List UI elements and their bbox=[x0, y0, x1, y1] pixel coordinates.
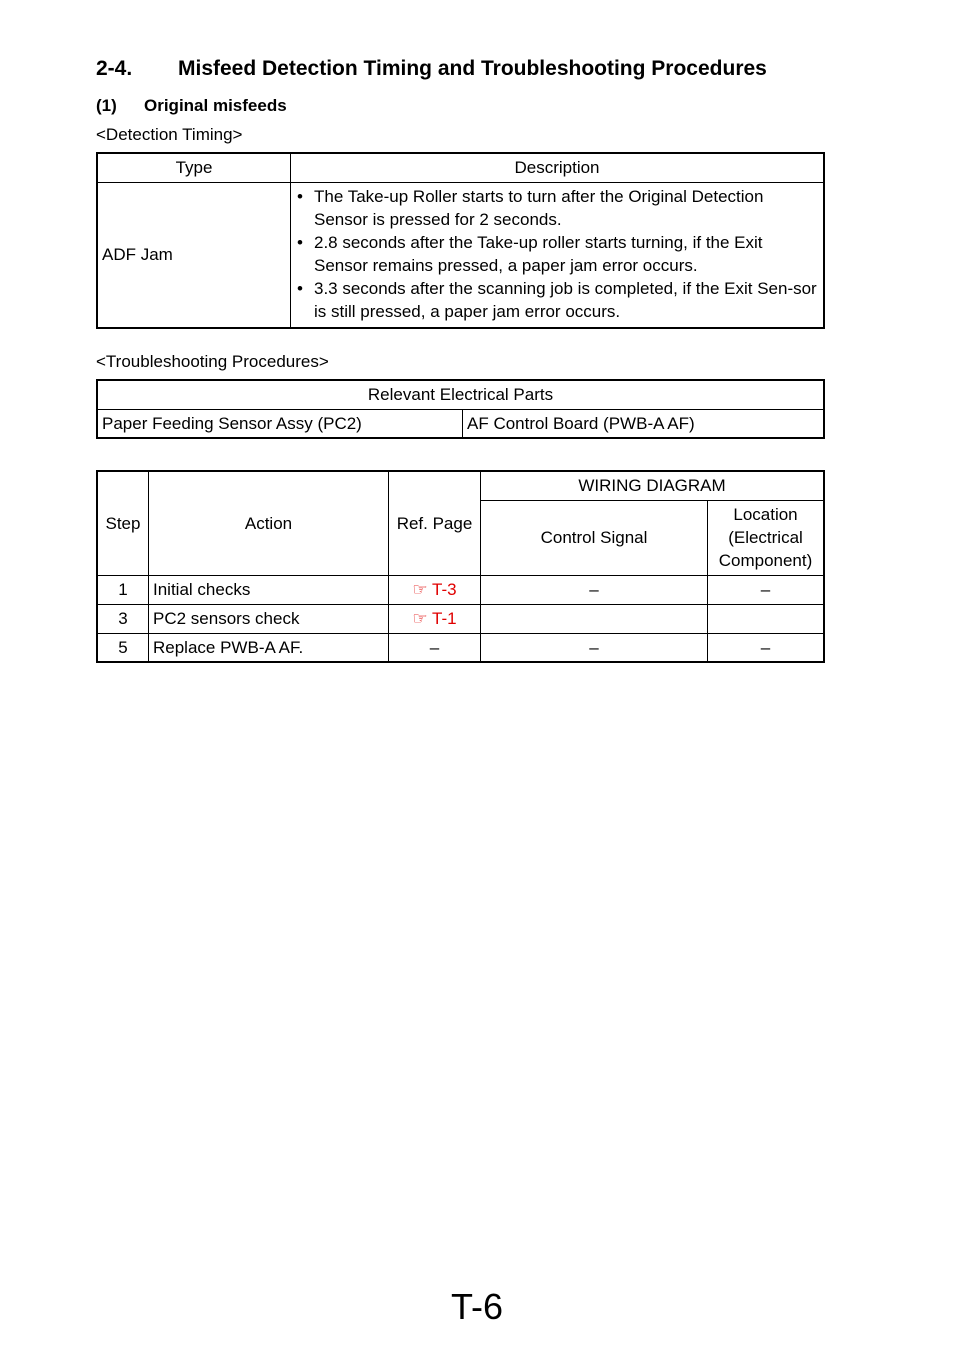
section-heading bbox=[96, 57, 767, 81]
control-signal-cell: – bbox=[481, 575, 708, 604]
subsection-number: (1) bbox=[96, 96, 117, 115]
list-item: • 2.8 seconds after the Take-up roller starts turning, if the Exit Sensor remains pressed, a paper jam error occurs. bbox=[295, 231, 821, 277]
relevant-parts-header: Relevant Electrical Parts bbox=[97, 380, 824, 409]
troubleshooting-label: <Troubleshooting Procedures> bbox=[96, 352, 329, 371]
list-item: • The Take-up Roller starts to turn after the Original Detection Sensor is pressed for 2 seconds. bbox=[295, 185, 821, 231]
table-row bbox=[97, 409, 824, 438]
ref-page-cell: – bbox=[389, 633, 481, 662]
action-header: Action bbox=[149, 471, 389, 575]
subsection-title: Original misfeeds bbox=[144, 96, 287, 115]
table-row bbox=[97, 575, 824, 604]
location-cell: – bbox=[708, 633, 825, 662]
detection-timing-table bbox=[96, 152, 825, 329]
table-row bbox=[97, 182, 824, 328]
table-header-row bbox=[97, 380, 824, 409]
ref-page-cell bbox=[389, 575, 481, 604]
action-cell: PC2 sensors check bbox=[149, 604, 389, 633]
electrical-parts-table bbox=[96, 379, 825, 439]
description-header: Description bbox=[291, 153, 825, 182]
description-cell bbox=[291, 182, 825, 328]
type-header: Type bbox=[97, 153, 291, 182]
section-title: Misfeed Detection Timing and Troubleshooting Procedures bbox=[178, 57, 767, 80]
table-header-row bbox=[97, 153, 824, 182]
location-cell bbox=[708, 604, 825, 633]
description-list bbox=[295, 185, 821, 323]
location-header: Location (Electrical Component) bbox=[708, 500, 825, 575]
step-cell: 1 bbox=[97, 575, 149, 604]
wiring-diagram-header: WIRING DIAGRAM bbox=[481, 471, 825, 500]
control-signal-header: Control Signal bbox=[481, 500, 708, 575]
ref-page-link[interactable]: ☞ T-1 bbox=[412, 609, 457, 628]
ref-page-link[interactable]: ☞ T-3 bbox=[412, 580, 457, 599]
control-signal-cell: – bbox=[481, 633, 708, 662]
part-cell: Paper Feeding Sensor Assy (PC2) bbox=[97, 409, 463, 438]
detection-timing-label: <Detection Timing> bbox=[96, 125, 243, 144]
location-cell: – bbox=[708, 575, 825, 604]
list-item: • 3.3 seconds after the scanning job is completed, if the Exit Sen-sor is still pressed, a paper jam error occurs. bbox=[295, 277, 821, 323]
ref-page-cell bbox=[389, 604, 481, 633]
table-row bbox=[97, 604, 824, 633]
step-cell: 5 bbox=[97, 633, 149, 662]
subsection-heading bbox=[96, 96, 287, 116]
type-cell: ADF Jam bbox=[97, 182, 291, 328]
step-header: Step bbox=[97, 471, 149, 575]
table-header-row bbox=[97, 471, 824, 500]
action-cell: Initial checks bbox=[149, 575, 389, 604]
page-number: T-6 bbox=[450, 1286, 503, 1327]
troubleshooting-steps-table bbox=[96, 470, 825, 663]
action-cell: Replace PWB-A AF. bbox=[149, 633, 389, 662]
part-cell: AF Control Board (PWB-A AF) bbox=[463, 409, 825, 438]
section-number: 2-4. bbox=[96, 57, 133, 80]
ref-page-header: Ref. Page bbox=[389, 471, 481, 575]
step-cell: 3 bbox=[97, 604, 149, 633]
control-signal-cell bbox=[481, 604, 708, 633]
table-row bbox=[97, 633, 824, 662]
